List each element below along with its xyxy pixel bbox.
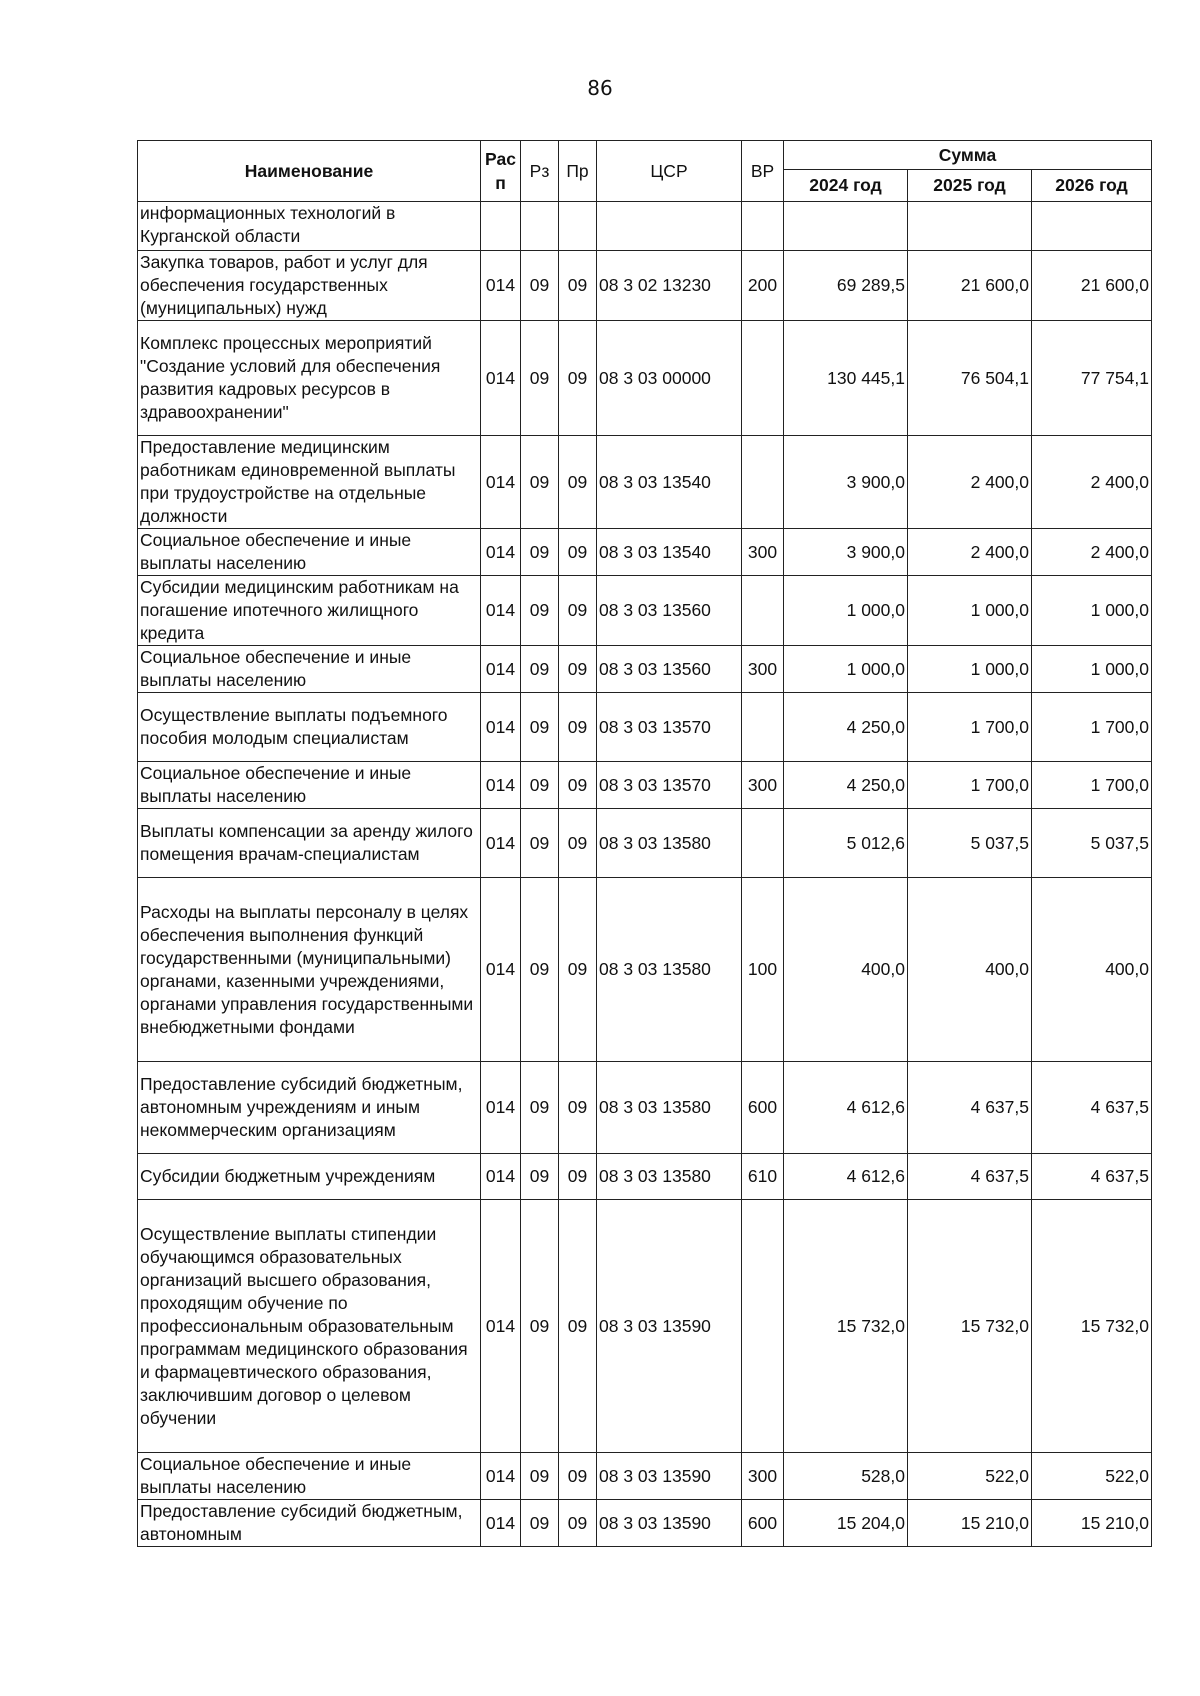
row-sum-2026: 522,0 [1032, 1453, 1152, 1500]
row-vr: 100 [742, 878, 784, 1062]
row-name: Социальное обеспечение и иные выплаты населению [138, 529, 481, 576]
header-year-2024: 2024 год [784, 170, 908, 202]
table-row [138, 809, 1152, 878]
row-sum-2026: 2 400,0 [1032, 436, 1152, 529]
table-row [138, 321, 1152, 436]
header-rasp-line1: Рас [485, 149, 516, 169]
header-name: Наименование [138, 141, 481, 202]
header-vr: ВР [742, 141, 784, 202]
row-sum-2026: 1 000,0 [1032, 646, 1152, 693]
row-vr [742, 1200, 784, 1453]
row-sum-2025: 76 504,1 [908, 321, 1032, 436]
header-csr: ЦСР [597, 141, 742, 202]
row-pr: 09 [559, 1062, 597, 1154]
table-row [138, 762, 1152, 809]
row-name: Предоставление медицинским работникам единовременной выплаты при трудоустройстве на отдельные должности [138, 436, 481, 529]
row-sum-2024: 5 012,6 [784, 809, 908, 878]
table-body [138, 202, 1152, 1547]
row-sum-2025: 522,0 [908, 1453, 1032, 1500]
row-sum-2025: 1 000,0 [908, 646, 1032, 693]
row-rz: 09 [521, 646, 559, 693]
row-vr: 300 [742, 762, 784, 809]
row-name: Предоставление субсидий бюджетным, автономным [138, 1500, 481, 1547]
row-rz: 09 [521, 321, 559, 436]
row-rz: 09 [521, 809, 559, 878]
row-rasp: 014 [481, 693, 521, 762]
row-rasp: 014 [481, 436, 521, 529]
row-csr [597, 202, 742, 251]
row-rasp: 014 [481, 1154, 521, 1200]
row-sum-2024: 4 612,6 [784, 1062, 908, 1154]
row-rasp: 014 [481, 878, 521, 1062]
row-csr: 08 3 03 13560 [597, 646, 742, 693]
row-csr: 08 3 03 13590 [597, 1453, 742, 1500]
row-rasp: 014 [481, 321, 521, 436]
row-sum-2025: 2 400,0 [908, 436, 1032, 529]
row-name: Комплекс процессных мероприятий "Создание условий для обеспечения развития кадровых ресурсов в здравоохранении" [138, 321, 481, 436]
row-name: Субсидии бюджетным учреждениям [138, 1154, 481, 1200]
row-sum-2025 [908, 202, 1032, 251]
row-sum-2026: 15 732,0 [1032, 1200, 1152, 1453]
row-vr: 300 [742, 646, 784, 693]
table-row [138, 202, 1152, 251]
row-vr [742, 321, 784, 436]
row-rz: 09 [521, 693, 559, 762]
row-sum-2025: 15 732,0 [908, 1200, 1032, 1453]
row-csr: 08 3 03 13540 [597, 436, 742, 529]
row-pr: 09 [559, 693, 597, 762]
row-rz: 09 [521, 1500, 559, 1547]
row-rz: 09 [521, 1062, 559, 1154]
row-sum-2024: 3 900,0 [784, 529, 908, 576]
row-name: Выплаты компенсации за аренду жилого помещения врачам-специалистам [138, 809, 481, 878]
row-pr: 09 [559, 529, 597, 576]
row-vr: 300 [742, 529, 784, 576]
row-vr: 600 [742, 1062, 784, 1154]
row-vr: 610 [742, 1154, 784, 1200]
row-pr: 09 [559, 646, 597, 693]
row-csr: 08 3 03 13590 [597, 1200, 742, 1453]
table-row [138, 646, 1152, 693]
row-csr: 08 3 03 13570 [597, 693, 742, 762]
row-sum-2024: 69 289,5 [784, 251, 908, 321]
row-pr: 09 [559, 1500, 597, 1547]
row-rasp: 014 [481, 529, 521, 576]
row-rasp: 014 [481, 1500, 521, 1547]
row-pr: 09 [559, 576, 597, 646]
row-pr [559, 202, 597, 251]
row-pr: 09 [559, 436, 597, 529]
header-rz: Рз [521, 141, 559, 202]
table-row [138, 693, 1152, 762]
row-sum-2024: 400,0 [784, 878, 908, 1062]
row-rz: 09 [521, 576, 559, 646]
row-sum-2025: 4 637,5 [908, 1062, 1032, 1154]
row-csr: 08 3 03 13580 [597, 878, 742, 1062]
row-csr: 08 3 03 13580 [597, 809, 742, 878]
row-name: Социальное обеспечение и иные выплаты населению [138, 1453, 481, 1500]
row-sum-2026: 5 037,5 [1032, 809, 1152, 878]
row-csr: 08 3 03 13540 [597, 529, 742, 576]
row-csr: 08 3 03 00000 [597, 321, 742, 436]
row-pr: 09 [559, 762, 597, 809]
row-vr: 200 [742, 251, 784, 321]
row-sum-2024: 1 000,0 [784, 646, 908, 693]
row-sum-2024: 3 900,0 [784, 436, 908, 529]
row-pr: 09 [559, 321, 597, 436]
row-sum-2025: 5 037,5 [908, 809, 1032, 878]
header-year-2025: 2025 год [908, 170, 1032, 202]
row-vr [742, 436, 784, 529]
row-pr: 09 [559, 878, 597, 1062]
budget-table [137, 140, 1152, 1547]
row-sum-2024: 528,0 [784, 1453, 908, 1500]
header-year-2026: 2026 год [1032, 170, 1152, 202]
table-row [138, 529, 1152, 576]
row-sum-2026: 4 637,5 [1032, 1154, 1152, 1200]
row-sum-2026: 1 700,0 [1032, 762, 1152, 809]
row-sum-2024: 4 612,6 [784, 1154, 908, 1200]
table-row [138, 1062, 1152, 1154]
row-sum-2025: 2 400,0 [908, 529, 1032, 576]
row-sum-2025: 1 700,0 [908, 693, 1032, 762]
row-sum-2024: 15 204,0 [784, 1500, 908, 1547]
page-number: 86 [587, 76, 613, 100]
row-name: Закупка товаров, работ и услуг для обеспечения государственных (муниципальных) нужд [138, 251, 481, 321]
row-rasp [481, 202, 521, 251]
row-sum-2024: 1 000,0 [784, 576, 908, 646]
row-name: Социальное обеспечение и иные выплаты населению [138, 646, 481, 693]
header-rasp [481, 141, 521, 202]
row-name: Расходы на выплаты персоналу в целях обеспечения выполнения функций государственными (муниципальными) органами, казенными учреждениями, органами управления государственными внебюджетными фондами [138, 878, 481, 1062]
row-sum-2026: 4 637,5 [1032, 1062, 1152, 1154]
row-sum-2026: 77 754,1 [1032, 321, 1152, 436]
row-sum-2026: 15 210,0 [1032, 1500, 1152, 1547]
row-name: информационных технологий в Курганской области [138, 202, 481, 251]
row-sum-2026: 400,0 [1032, 878, 1152, 1062]
row-name: Осуществление выплаты подъемного пособия молодым специалистам [138, 693, 481, 762]
row-sum-2024: 4 250,0 [784, 762, 908, 809]
row-rz: 09 [521, 436, 559, 529]
row-sum-2025: 15 210,0 [908, 1500, 1032, 1547]
row-sum-2024: 130 445,1 [784, 321, 908, 436]
row-name: Осуществление выплаты стипендии обучающимся образовательных организаций высшего образования, проходящим обучение по профессиональным образовательным программам медицинского образования и фармацевтического образования, заключившим договор о целевом обучении [138, 1200, 481, 1453]
row-rz [521, 202, 559, 251]
row-pr: 09 [559, 1453, 597, 1500]
table-row [138, 1453, 1152, 1500]
table-row [138, 1154, 1152, 1200]
row-sum-2026: 2 400,0 [1032, 529, 1152, 576]
row-rasp: 014 [481, 762, 521, 809]
header-sum: Сумма [784, 141, 1152, 170]
row-sum-2025: 4 637,5 [908, 1154, 1032, 1200]
row-name: Субсидии медицинским работникам на погашение ипотечного жилищного кредита [138, 576, 481, 646]
header-pr: Пр [559, 141, 597, 202]
row-sum-2024: 4 250,0 [784, 693, 908, 762]
row-rasp: 014 [481, 646, 521, 693]
row-rz: 09 [521, 1200, 559, 1453]
row-rasp: 014 [481, 809, 521, 878]
row-vr [742, 576, 784, 646]
row-sum-2026: 1 700,0 [1032, 693, 1152, 762]
row-rasp: 014 [481, 251, 521, 321]
row-csr: 08 3 03 13570 [597, 762, 742, 809]
row-vr: 600 [742, 1500, 784, 1547]
row-rz: 09 [521, 251, 559, 321]
row-rz: 09 [521, 762, 559, 809]
row-sum-2026 [1032, 202, 1152, 251]
table-row [138, 1500, 1152, 1547]
row-csr: 08 3 02 13230 [597, 251, 742, 321]
table-row [138, 436, 1152, 529]
row-vr [742, 809, 784, 878]
row-csr: 08 3 03 13580 [597, 1154, 742, 1200]
table-row [138, 1200, 1152, 1453]
table-row [138, 878, 1152, 1062]
row-pr: 09 [559, 251, 597, 321]
row-sum-2024 [784, 202, 908, 251]
row-vr [742, 202, 784, 251]
row-rasp: 014 [481, 576, 521, 646]
row-rz: 09 [521, 1154, 559, 1200]
row-sum-2024: 15 732,0 [784, 1200, 908, 1453]
row-pr: 09 [559, 1154, 597, 1200]
row-rasp: 014 [481, 1200, 521, 1453]
row-vr [742, 693, 784, 762]
table-row [138, 576, 1152, 646]
row-sum-2026: 21 600,0 [1032, 251, 1152, 321]
row-csr: 08 3 03 13580 [597, 1062, 742, 1154]
row-sum-2025: 21 600,0 [908, 251, 1032, 321]
row-name: Предоставление субсидий бюджетным, автономным учреждениям и иным некоммерческим организациям [138, 1062, 481, 1154]
table-row [138, 251, 1152, 321]
row-sum-2025: 1 700,0 [908, 762, 1032, 809]
row-sum-2025: 400,0 [908, 878, 1032, 1062]
row-sum-2026: 1 000,0 [1032, 576, 1152, 646]
row-csr: 08 3 03 13560 [597, 576, 742, 646]
row-rasp: 014 [481, 1453, 521, 1500]
row-sum-2025: 1 000,0 [908, 576, 1032, 646]
row-rz: 09 [521, 1453, 559, 1500]
row-vr: 300 [742, 1453, 784, 1500]
row-name: Социальное обеспечение и иные выплаты населению [138, 762, 481, 809]
row-csr: 08 3 03 13590 [597, 1500, 742, 1547]
row-rz: 09 [521, 878, 559, 1062]
header-rasp-line2: п [495, 173, 506, 193]
row-rasp: 014 [481, 1062, 521, 1154]
row-pr: 09 [559, 1200, 597, 1453]
row-pr: 09 [559, 809, 597, 878]
row-rz: 09 [521, 529, 559, 576]
